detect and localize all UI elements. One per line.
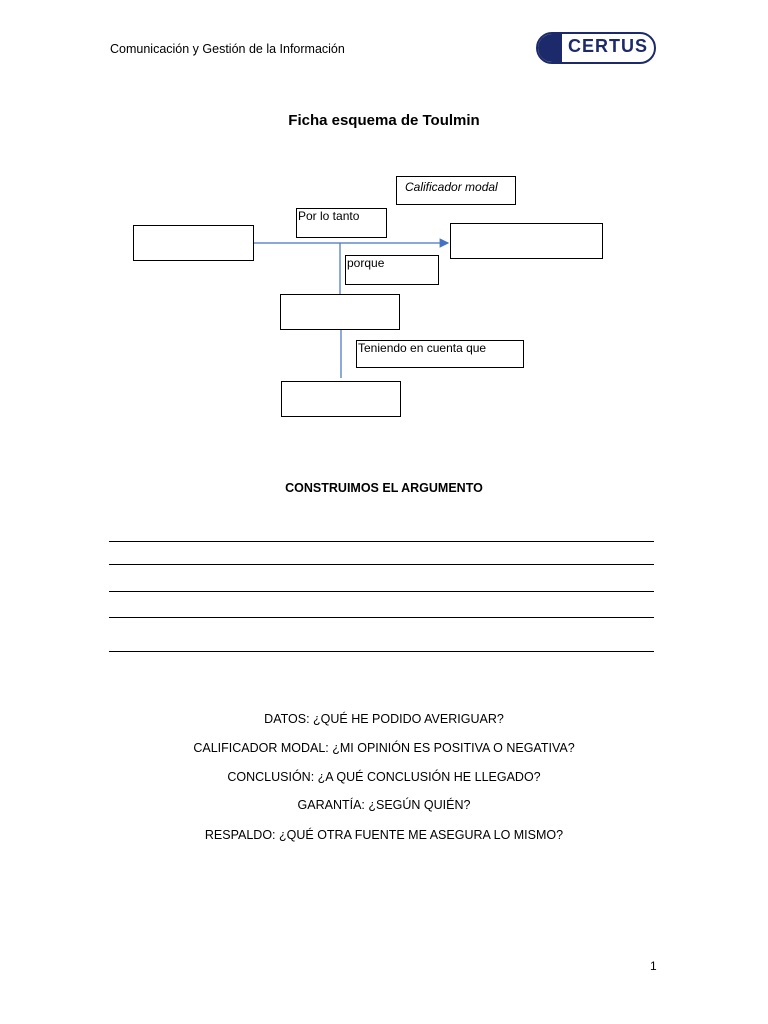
logo-text: CERTUS: [568, 36, 649, 56]
argument-section-title: CONSTRUIMOS EL ARGUMENTO: [285, 481, 483, 495]
course-title: Comunicación y Gestión de la Información: [110, 42, 345, 56]
writing-line-5: [109, 651, 654, 652]
writing-line-3: [109, 591, 654, 592]
writing-line-1: [109, 541, 654, 542]
document-title: Ficha esquema de Toulmin: [288, 112, 480, 129]
considering-box: [356, 340, 524, 368]
question-conclusion: CONCLUSIÓN: ¿A QUÉ CONCLUSIÓN HE LLEGADO?: [227, 770, 541, 784]
question-warrant: GARANTÍA: ¿SEGÚN QUIÉN?: [297, 798, 471, 812]
question-data: DATOS: ¿QUÉ HE PODIDO AVERIGUAR?: [264, 712, 504, 726]
question-backing: RESPALDO: ¿QUÉ OTRA FUENTE ME ASEGURA LO MISMO?: [204, 828, 564, 842]
question-qualifier: CALIFICADOR MODAL: ¿MI OPINIÓN ES POSITIVA O NEGATIVA?: [193, 741, 575, 755]
considering-label: Teniendo en cuenta que: [358, 341, 487, 355]
writing-line-2: [109, 564, 654, 565]
claim-box: [450, 223, 603, 259]
qualifier-label: Calificador modal: [405, 180, 498, 194]
writing-line-4: [109, 617, 654, 618]
page-number: 1: [650, 959, 657, 973]
therefore-box: [296, 208, 387, 238]
therefore-label: Por lo tanto: [298, 209, 360, 223]
because-box: [345, 255, 439, 285]
qualifier-box: [396, 176, 516, 205]
backing-box: [281, 381, 401, 417]
because-label: porque: [347, 256, 385, 270]
warrant-box: [280, 294, 400, 330]
data-box: [133, 225, 254, 261]
